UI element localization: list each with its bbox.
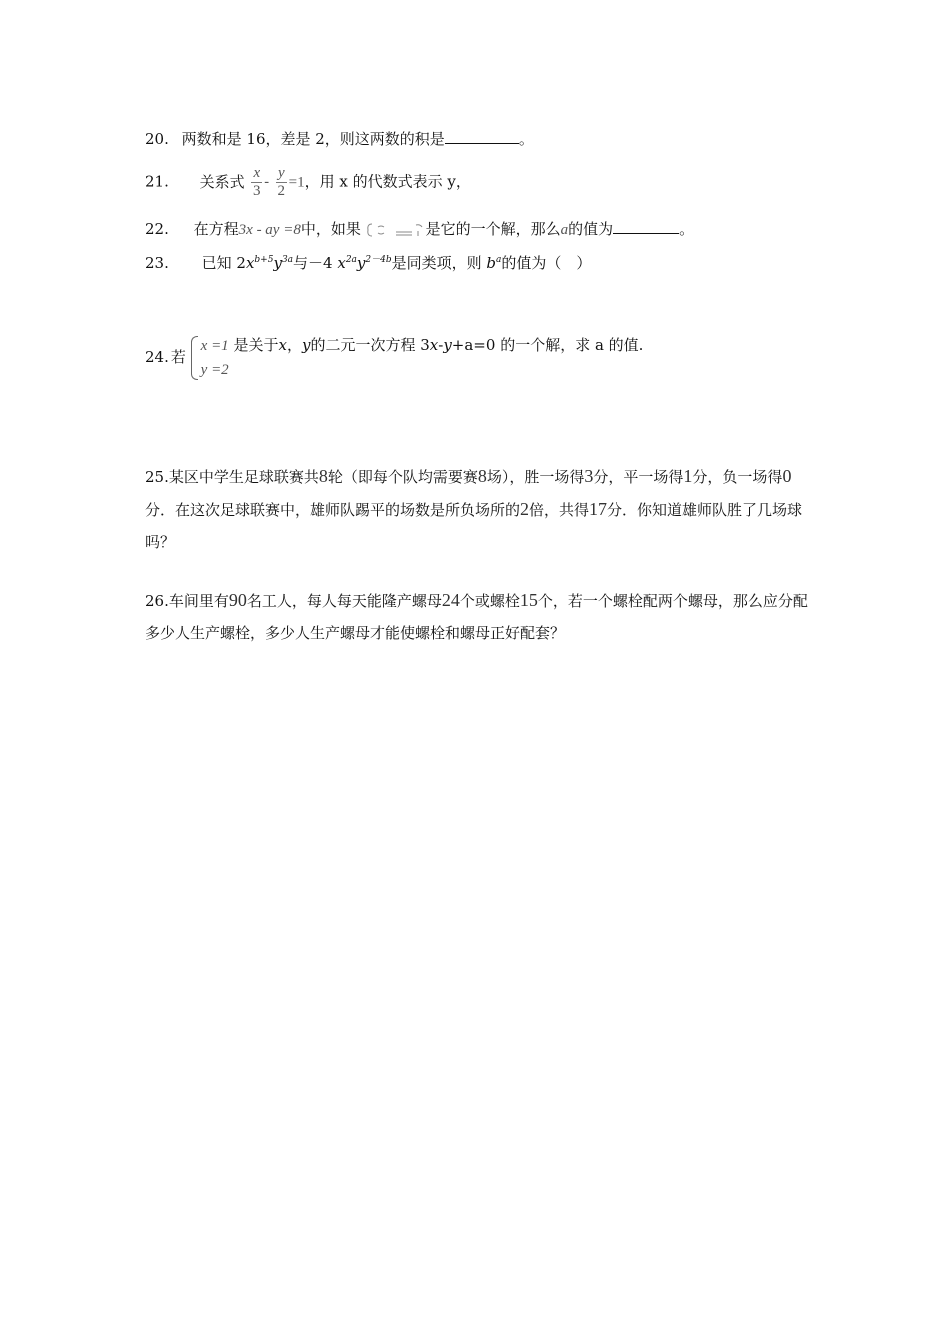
question-text: 已知 2	[201, 254, 246, 272]
fraction-x-over-3: $\frac{x}{3}$	[253, 165, 261, 199]
exponent: b+5	[254, 255, 274, 265]
text: 分，负一场得	[692, 468, 783, 486]
question-25	[145, 460, 815, 558]
question-number: 21.	[145, 172, 169, 191]
question-text-end: 的值为（ ）	[501, 254, 592, 272]
question-23	[145, 252, 591, 273]
text: 分，平一场得	[593, 468, 684, 486]
equation: 3x - ay =8	[238, 222, 301, 238]
text: 倍，共得	[529, 501, 590, 519]
number: 3	[584, 466, 594, 486]
answer-blank	[445, 131, 519, 144]
solution-system-icon	[366, 222, 426, 238]
question-text-post: 是同类项，则	[391, 254, 482, 272]
question-24	[145, 334, 643, 382]
fraction-y-over-2: $\frac{y}{2}$	[277, 165, 286, 199]
exponent: 2a	[345, 255, 357, 265]
var-x: x	[337, 254, 346, 272]
text: 分．在这次足球联赛中，雄师队踢平的场数是所负场所的	[145, 501, 521, 519]
var-x: x	[245, 254, 255, 272]
text: 个或螺栓	[459, 592, 520, 610]
text: 名工人，每人每天能隆产螺母	[246, 592, 442, 610]
number: 17	[589, 499, 608, 519]
punctuation: 。	[679, 220, 695, 238]
text: 轮（即每个队均需要赛	[327, 468, 478, 486]
text: 分．你知道雄师队胜了几场球吗？	[145, 501, 803, 551]
var-y: y	[273, 254, 282, 272]
answer-blank	[613, 221, 679, 234]
question-number: 26.	[145, 592, 169, 610]
exponent: 2－4b	[365, 255, 392, 265]
text: 个，若一个螺栓配两个螺母，那么应分配多少人生产螺栓，多少人生产螺母才能使螺栓和螺母正好配套？	[145, 592, 808, 642]
text: 某区中学生足球联赛共	[168, 468, 319, 486]
question-26	[145, 584, 815, 649]
question-number: 24.	[145, 348, 169, 366]
var-b: b	[486, 254, 497, 272]
question-text: 在方程	[193, 220, 239, 238]
variable-a: a	[560, 222, 569, 238]
question-text-tail: 是关于x，y的二元一次方程 3x-y+a=0 的一个解，求 a 的值.	[233, 336, 644, 354]
exponent: 3a	[281, 255, 294, 265]
number: 0	[782, 466, 792, 486]
number: 1	[683, 466, 693, 486]
minus-sign: -	[264, 172, 270, 191]
question-text: 关系式	[199, 172, 245, 191]
question-text-mid: 与－4	[293, 254, 333, 272]
punctuation: 。	[518, 130, 534, 148]
text: 场），胜一场得	[486, 468, 585, 486]
question-text: 两数和是 16，差是 2，则这两数的积是	[181, 130, 445, 148]
text: 车间里有	[168, 592, 229, 610]
question-number: 20.	[145, 130, 169, 148]
question-text-post: 是它的一个解，那么	[425, 220, 561, 238]
number: 24	[441, 590, 460, 610]
exponent: a	[496, 255, 502, 265]
number: 2	[520, 499, 530, 519]
question-text: 若	[170, 348, 186, 366]
system-row-2: y =2	[200, 362, 229, 378]
system-row-1: x =1	[200, 338, 229, 354]
number: 15	[519, 590, 538, 610]
question-number: 25.	[145, 468, 169, 486]
number: 90	[228, 590, 247, 610]
question-number: 22.	[145, 220, 169, 238]
equation-system	[191, 334, 229, 382]
number: 8	[318, 466, 328, 486]
equals-one: =1	[288, 174, 305, 191]
question-20	[145, 128, 534, 149]
brace-icon	[191, 336, 198, 380]
question-text-tail: ，用 x 的代数式表示 y，	[304, 172, 471, 191]
question-21	[145, 165, 471, 200]
question-text-mid: 中，如果	[300, 220, 361, 238]
var-y: y	[356, 254, 366, 272]
question-text-post2: 的值为	[568, 220, 614, 238]
number: 8	[477, 466, 487, 486]
question-22	[145, 218, 694, 239]
question-number: 23.	[145, 254, 169, 272]
